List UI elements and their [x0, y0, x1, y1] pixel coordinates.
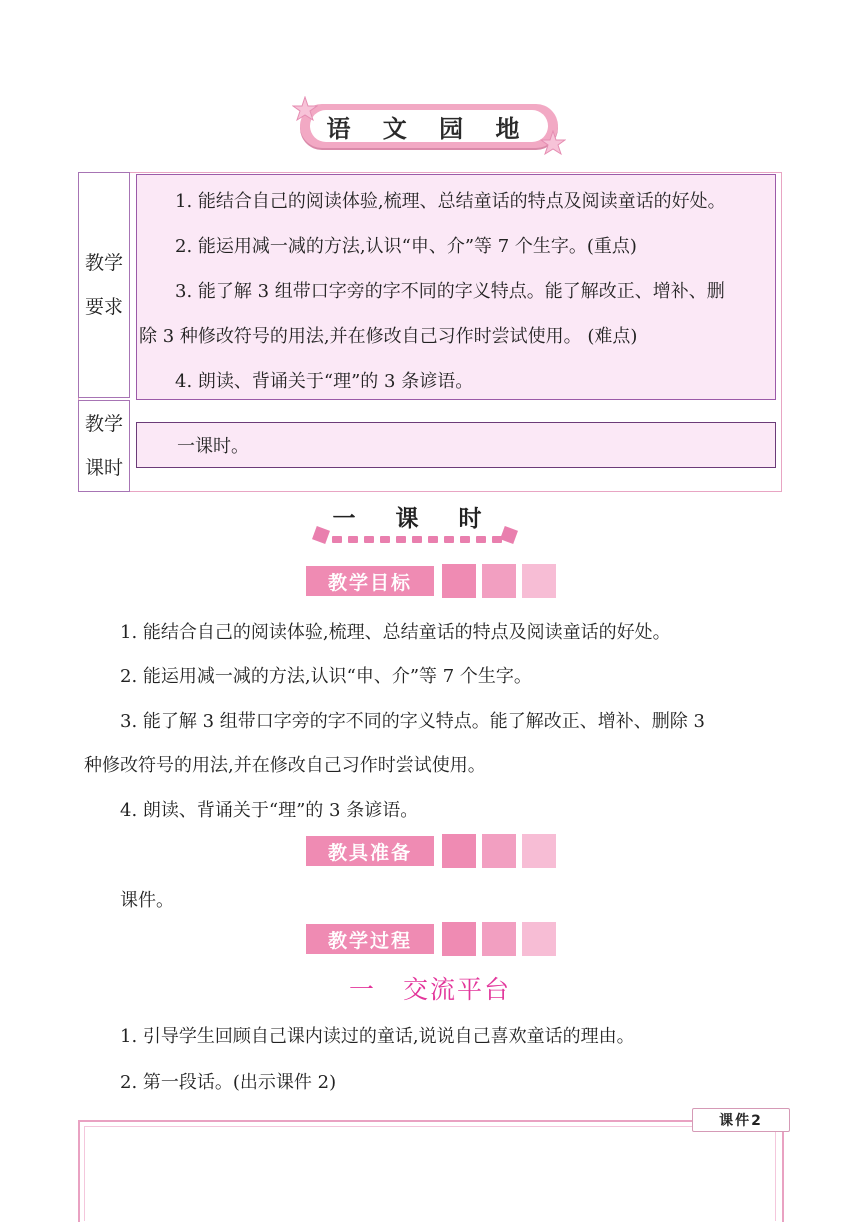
requirement-item: 4. 朗读、背诵关于“理”的 3 条谚语。	[175, 371, 474, 392]
goal-item: 种修改符号的用法,并在修改自己习作时尝试使用。	[84, 755, 486, 776]
tag-square	[482, 834, 516, 868]
label-line: 要求	[84, 296, 123, 318]
requirements-box	[136, 174, 776, 400]
label-line: 教学	[84, 252, 123, 274]
section-tag-label: 教学过程	[306, 924, 434, 954]
tag-square	[522, 564, 556, 598]
tools-text: 课件。	[120, 890, 174, 911]
goal-item: 4. 朗读、背诵关于“理”的 3 条谚语。	[120, 800, 419, 821]
title-banner	[292, 96, 568, 154]
process-step: 2. 第一段话。(出示课件 2)	[120, 1072, 337, 1093]
lesson-heading-text: 一 课 时	[332, 506, 498, 532]
hours-box	[136, 422, 776, 468]
process-heading: 一 交流平台	[348, 975, 511, 1004]
hours-value: 一课时。	[177, 436, 249, 457]
hours-label	[78, 400, 130, 492]
courseware-badge: 课件2	[692, 1108, 790, 1132]
goal-item: 2. 能运用减一减的方法,认识“申、介”等 7 个生字。	[120, 666, 532, 687]
goal-item: 3. 能了解 3 组带口字旁的字不同的字义特点。能了解改正、增补、删除 3	[120, 711, 705, 732]
requirements-table	[78, 172, 782, 492]
banner-title: 语 文 园 地	[310, 110, 548, 142]
tag-square	[522, 834, 556, 868]
section-tag-goals	[306, 564, 554, 598]
requirement-item: 3. 能了解 3 组带口字旁的字不同的字义特点。能了解改正、增补、删	[175, 281, 725, 302]
goal-item: 1. 能结合自己的阅读体验,梳理、总结童话的特点及阅读童话的好处。	[120, 622, 671, 643]
section-tag-label: 教具准备	[306, 836, 434, 866]
requirement-item: 1. 能结合自己的阅读体验,梳理、总结童话的特点及阅读童话的好处。	[175, 191, 726, 212]
section-tag-label: 教学目标	[306, 566, 434, 596]
label-line: 教学	[84, 413, 123, 435]
tag-square	[482, 922, 516, 956]
courseware-inner-border	[84, 1126, 776, 1221]
tag-square	[442, 922, 476, 956]
tag-square	[522, 922, 556, 956]
label-line: 课时	[84, 457, 123, 479]
requirement-item: 除 3 种修改符号的用法,并在修改自己习作时尝试使用。 (难点)	[139, 326, 638, 347]
star-icon	[292, 96, 318, 122]
requirements-label	[78, 172, 130, 398]
lesson-heading	[310, 500, 520, 550]
courseware-frame	[74, 1108, 790, 1218]
process-step: 1. 引导学生回顾自己课内读过的童话,说说自己喜欢童话的理由。	[120, 1026, 635, 1047]
tag-square	[442, 564, 476, 598]
star-icon	[540, 130, 566, 156]
requirement-item: 2. 能运用减一减的方法,认识“申、介”等 7 个生字。(重点)	[175, 236, 637, 257]
tag-square	[482, 564, 516, 598]
dotted-divider	[324, 536, 510, 544]
section-tag-process	[306, 922, 554, 956]
section-tag-tools	[306, 834, 554, 868]
tag-square	[442, 834, 476, 868]
